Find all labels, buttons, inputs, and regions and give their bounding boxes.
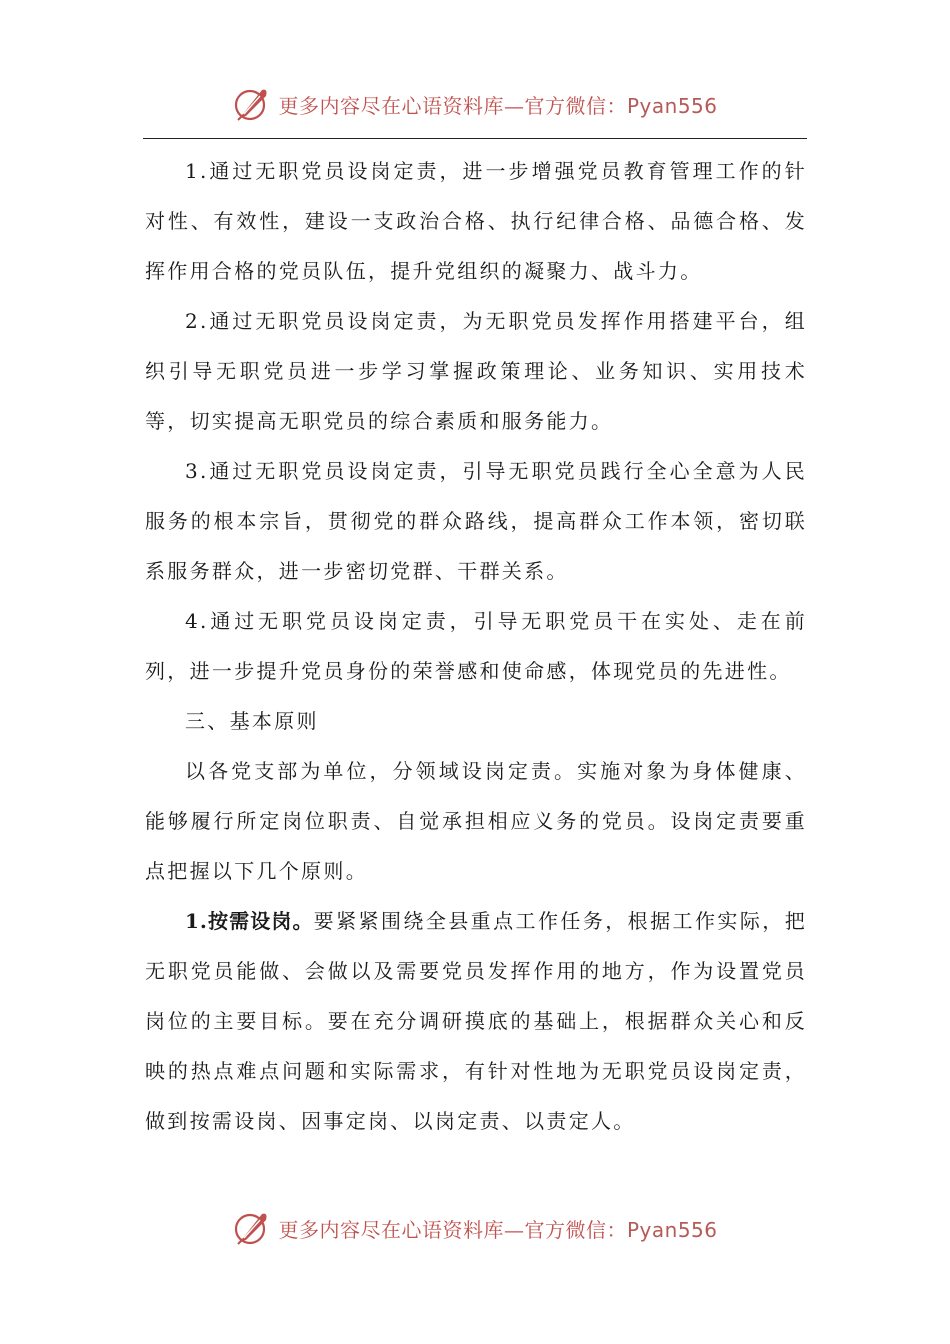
document-body [145,146,807,1146]
quill-pen-circle-icon [232,1208,272,1248]
paragraph-3: 3.通过无职党员设岗定责，引导无职党员践行全心全意为人民服务的根本宗旨，贯彻党的群众路线，提高群众工作本领，密切联系服务群众，进一步密切党群、干群关系。 [145,459,807,583]
quill-pen-circle-icon [232,84,272,124]
paragraph-2: 2.通过无职党员设岗定责，为无职党员发挥作用搭建平台，组织引导无职党员进一步学习掌握政策理论、业务知识、实用技术等，切实提高无职党员的综合素质和服务能力。 [145,309,807,433]
paragraph-1: 1.通过无职党员设岗定责，进一步增强党员教育管理工作的针对性、有效性，建设一支政治合格、执行纪律合格、品德合格、发挥作用合格的党员队伍，提升党组织的凝聚力、战斗力。 [145,159,807,283]
header-wechat-id: Pyan556 [626,93,718,118]
header-watermark-text [278,90,717,119]
header-watermark [0,80,950,128]
footer-text-main: 更多内容尽在心语资料库—官方微信： [278,1217,627,1242]
paragraph-principles-intro: 以各党支部为单位，分领域设岗定责。实施对象为身体健康、能够履行所定岗位职责、自觉承担相应义务的党员。设岗定责要重点把握以下几个原则。 [145,759,807,883]
principle-1-lead: 1.按需设岗。 [185,909,314,933]
header-text-main: 更多内容尽在心语资料库—官方微信： [278,93,627,118]
header-divider [143,138,807,139]
principle-1-text: 要紧紧围绕全县重点工作任务，根据工作实际，把无职党员能做、会做以及需要党员发挥作用的地方，作为设置党员岗位的主要目标。要在充分调研摸底的基础上，根据群众关心和反映的热点难点问题和实际需求，有针对性地为无职党员设岗定责，做到按需设岗、因事定岗、以岗定责、以责定人。 [145,909,807,1133]
footer-wechat-id: Pyan556 [626,1217,718,1242]
footer-watermark-text [278,1214,717,1243]
paragraph-principle-1 [145,896,807,1146]
paragraph-4: 4.通过无职党员设岗定责，引导无职党员干在实处、走在前列，进一步提升党员身份的荣誉感和使命感，体现党员的先进性。 [145,609,807,683]
section-heading: 三、基本原则 [185,709,319,733]
footer-watermark [0,1204,950,1252]
